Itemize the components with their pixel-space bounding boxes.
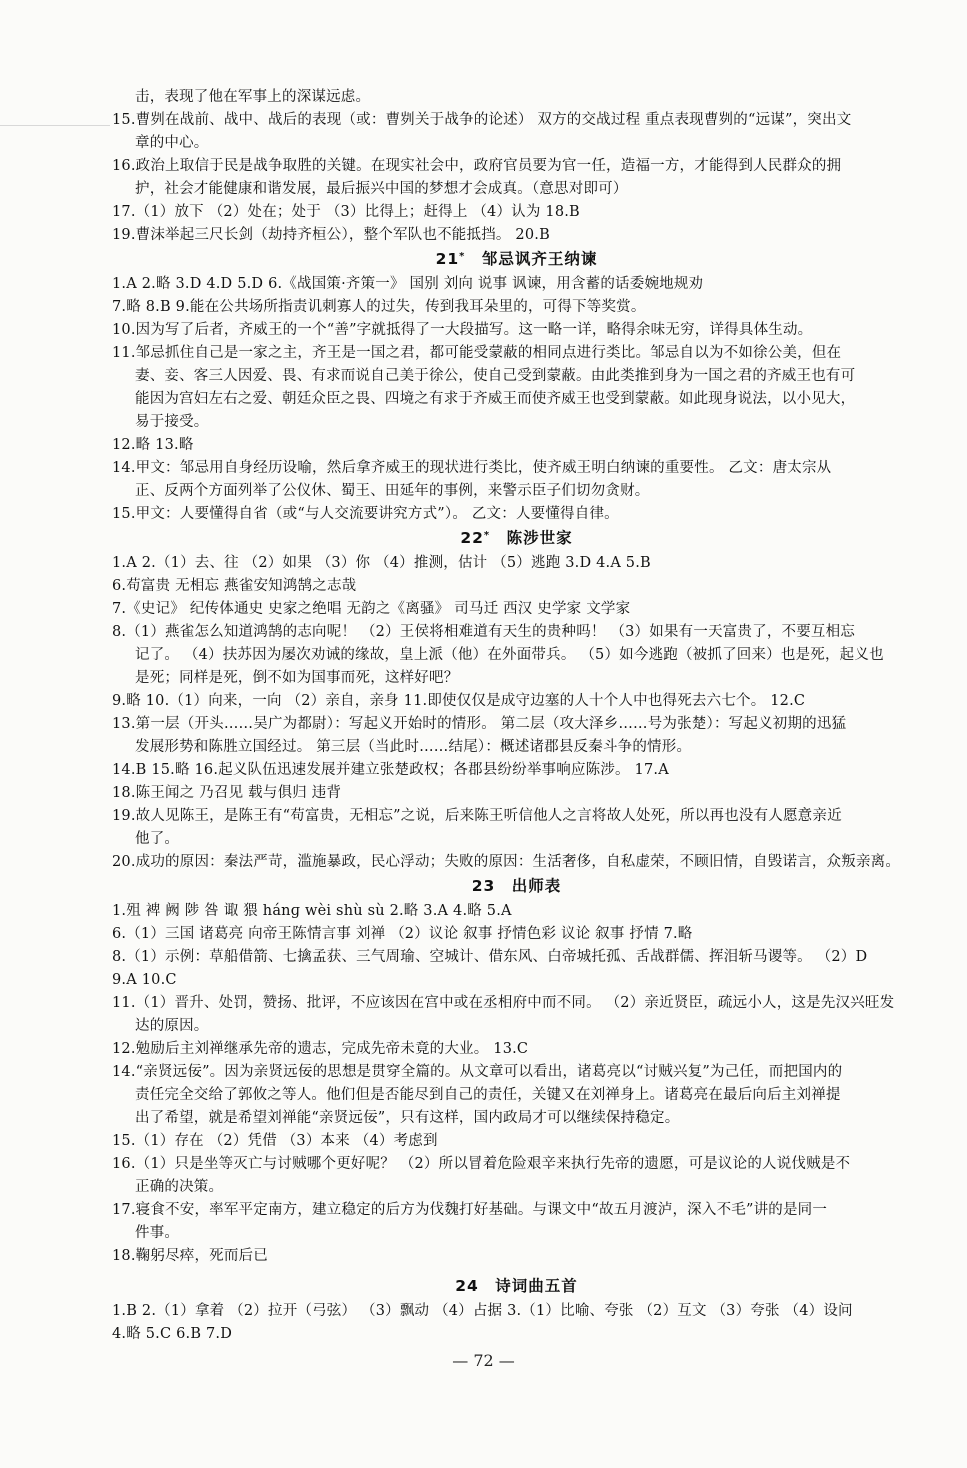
answer-line: 记了。 （4）扶苏因为屡次劝诫的缘故，皇上派（他）在外面带兵。 （5）如今逃跑（被抓了回来）也是死，起义也 — [135, 647, 884, 663]
answer-line: 18.鞠躬尽瘁，死而后已 — [112, 1248, 268, 1264]
answer-line: 12.略 13.略 — [112, 437, 194, 453]
answer-line: 1.殂 裨 阙 陟 咎 诹 猥 hánɡ wèi shù sù 2.略 3.A 4.略 5.A — [112, 903, 512, 919]
answer-line: 14.“亲贤远佞”。因为亲贤远佞的思想是贯穿全篇的。从文章可以看出，诸葛亮以“讨贼兴复”为己任，而把国内的 — [112, 1064, 843, 1080]
section-heading — [112, 874, 921, 900]
answer-line: 9.A 10.C — [112, 972, 177, 988]
answer-line: 责任完全交给了郭攸之等人。他们但是否能尽到自己的责任，关键又在刘禅身上。诸葛亮在最后向后主刘禅提 — [135, 1087, 841, 1103]
answer-line: 6.（1）三国 诸葛亮 向帝王陈情言事 刘禅 （2）议论 叙事 抒情色彩 议论 叙事 抒情 7.略 — [112, 926, 693, 942]
answer-line: 正确的决策。 — [135, 1179, 224, 1195]
answer-line: 他了。 — [135, 831, 180, 847]
answer-line: 18.陈王闻之 乃召见 载与俱归 违背 — [112, 785, 342, 801]
answer-line: 14.B 15.略 16.起义队伍迅速发展并建立张楚政权；各郡县纷纷举事响应陈涉。 17.A — [112, 762, 669, 778]
section-star: * — [459, 251, 466, 262]
answer-line: 8.（1）示例：草船借箭、七擒孟获、三气周瑜、空城计、借东风、白帝城托孤、舌战群儒、挥泪斩马谡等。 （2）D — [112, 949, 868, 965]
answer-line: 易于接受。 — [135, 414, 209, 430]
answer-line: 1.A 2.（1）去、往 （2）如果 （3）你 （4）推测，估计 （5）逃跑 3.D 4.A 5.B — [112, 555, 651, 571]
section-number: 24 — [455, 1277, 479, 1295]
answer-line: 是死；同样是死，倒不如为国事而死，这样好吧？ — [135, 670, 459, 686]
answer-line: 13.第一层（开头……吴广为都尉）：写起义开始时的情形。 第二层（攻大泽乡……号为张楚）：写起义初期的迅猛 — [112, 716, 847, 732]
section-number: 23 — [471, 877, 496, 895]
answer-line: 发展形势和陈胜立国经过。 第三层（当此时……结尾）：概述诸郡县反秦斗争的情形。 — [135, 739, 692, 755]
answer-line: 20.成功的原因：秦法严苛，滥施暴政，民心浮动；失败的原因：生活奢侈，自私虚荣，不顾旧情，自毁诺言，众叛亲离。 — [112, 854, 901, 870]
section-heading — [112, 1274, 921, 1300]
answer-line: 15.甲文：人要懂得自省（或“与人交流要讲究方式”）。 乙文：人要懂得自律。 — [112, 506, 619, 522]
section-title: 陈涉世家 — [506, 529, 573, 547]
answer-line: 12.勉励后主刘禅继承先帝的遗志，完成先帝未竟的大业。 13.C — [112, 1041, 529, 1057]
answer-line: 14.甲文：邹忌用自身经历设喻，然后拿齐威王的现状进行类比，使齐威王明白纳谏的重要性。 乙文：唐太宗从 — [112, 460, 832, 476]
answer-line: 6.苟富贵 无相忘 燕雀安知鸿鹄之志哉 — [112, 578, 357, 594]
answer-line: 1.A 2.略 3.D 4.D 5.D 6.《战国策·齐策一》 国别 刘向 说事 讽谏，用含蓄的话委婉地规劝 — [112, 276, 704, 292]
answer-line: 11.邹忌抓住自己是一家之主，齐王是一国之君，都可能受蒙蔽的相同点进行类比。邹忌自以为不如徐公美，但在 — [112, 345, 842, 361]
answer-line: 击，表现了他在军事上的深谋远虑。 — [135, 89, 371, 105]
answer-line: 正、反两个方面列举了公仪休、蜀王、田延年的事例，来警示臣子们切勿贪财。 — [135, 483, 650, 499]
answer-content — [112, 86, 921, 1346]
answer-line: 达的原因。 — [135, 1018, 209, 1034]
section-title: 出师表 — [511, 877, 562, 895]
answer-line: 15.曹刿在战前、战中、战后的表现（或：曹刿关于战争的论述） 双方的交战过程 重点表现曹刿的“远谋”，突出文 — [112, 112, 852, 128]
answer-line: 妻、妾、客三人因爱、畏、有求而说自己美于徐公，使自己受到蒙蔽。由此类推到身为一国之君的齐威王也有可 — [135, 368, 856, 384]
section-star: * — [483, 530, 491, 541]
answer-line: 16.政治上取信于民是战争取胜的关键。在现实社会中，政府官员要为官一任，造福一方，才能得到人民群众的拥 — [112, 158, 842, 174]
section-heading — [112, 247, 921, 273]
answer-line: 16.（1）只是坐等灭亡与讨贼哪个更好呢？ （2）所以冒着危险艰辛来执行先帝的遗愿，可是议论的人说伐贼是不 — [112, 1156, 851, 1172]
answer-line: 19.故人见陈王，是陈王有“苟富贵，无相忘”之说，后来陈王听信他人之言将故人处死，所以再也没有人愿意亲近 — [112, 808, 842, 824]
answer-line: 19.曹沫举起三尺长剑（劫持齐桓公），整个军队也不能抵挡。 20.B — [112, 227, 550, 243]
answer-line: 8.（1）燕雀怎么知道鸿鹄的志向呢！ （2）王侯将相难道有天生的贵种吗！ （3）如果有一天富贵了，不要互相忘 — [112, 624, 856, 640]
answer-line: 出了希望，就是希望刘禅能“亲贤远佞”，只有这样，国内政局才可以继续保持稳定。 — [135, 1110, 680, 1126]
answer-line: 7.略 8.B 9.能在公共场所指责讥刺寡人的过失，传到我耳朵里的，可得下等奖赏。 — [112, 299, 646, 315]
answer-line: 1.B 2.（1）拿着 （2）拉开（弓弦） （3）飘动 （4）占据 3.（1）比喻、夸张 （2）互文 （3）夸张 （4）设问 — [112, 1303, 853, 1319]
answer-line: 护，社会才能健康和谐发展，最后振兴中国的梦想才会成真。（意思对即可） — [135, 181, 628, 197]
section-title: 诗词曲五首 — [495, 1277, 578, 1295]
section-number: 22 — [460, 529, 484, 547]
answer-line: 能因为宫妇左右之爱、朝廷众臣之畏、四境之有求于齐威王而使齐威王也受到蒙蔽。如此现身说法，以小见大， — [135, 391, 856, 407]
margin-rule — [0, 125, 110, 126]
answer-line: 15.（1）存在 （2）凭借 （3）本来 （4）考虑到 — [112, 1133, 438, 1149]
answer-line: 17.寝食不安，率军平定南方，建立稳定的后方为伐魏打好基础。与课文中“故五月渡泸，深入不毛”讲的是同一 — [112, 1202, 828, 1218]
section-heading — [112, 526, 921, 552]
answer-line: 4.略 5.C 6.B 7.D — [112, 1326, 233, 1342]
answer-line: 17.（1）放下 （2）处在；处于 （3）比得上；赶得上 （4）认为 18.B — [112, 204, 580, 220]
answer-line: 11.（1）晋升、处罚，赞扬、批评，不应该因在宫中或在丞相府中而不同。 （2）亲近贤臣，疏远小人，这是先汉兴旺发 — [112, 995, 895, 1011]
answer-line: 章的中心。 — [135, 135, 209, 151]
section-title: 邹忌讽齐王纳谏 — [481, 250, 598, 268]
answer-line: 7.《史记》 纪传体通史 史家之绝唱 无韵之《离骚》 司马迁 西汉 史学家 文学家 — [112, 601, 631, 617]
answer-line: 10.因为写了后者，齐威王的一个“善”字就抵得了一大段描写。这一略一详，略得余味无穷，详得具体生动。 — [112, 322, 813, 338]
page-number: — 72 — — [452, 1351, 515, 1370]
answer-line: 9.略 10.（1）向来，一向 （2）亲自，亲身 11.即使仅仅是成守边塞的人十个人中也得死去六七个。 12.C — [112, 693, 806, 709]
answer-line: 件事。 — [135, 1225, 180, 1241]
section-number: 21 — [435, 250, 460, 268]
